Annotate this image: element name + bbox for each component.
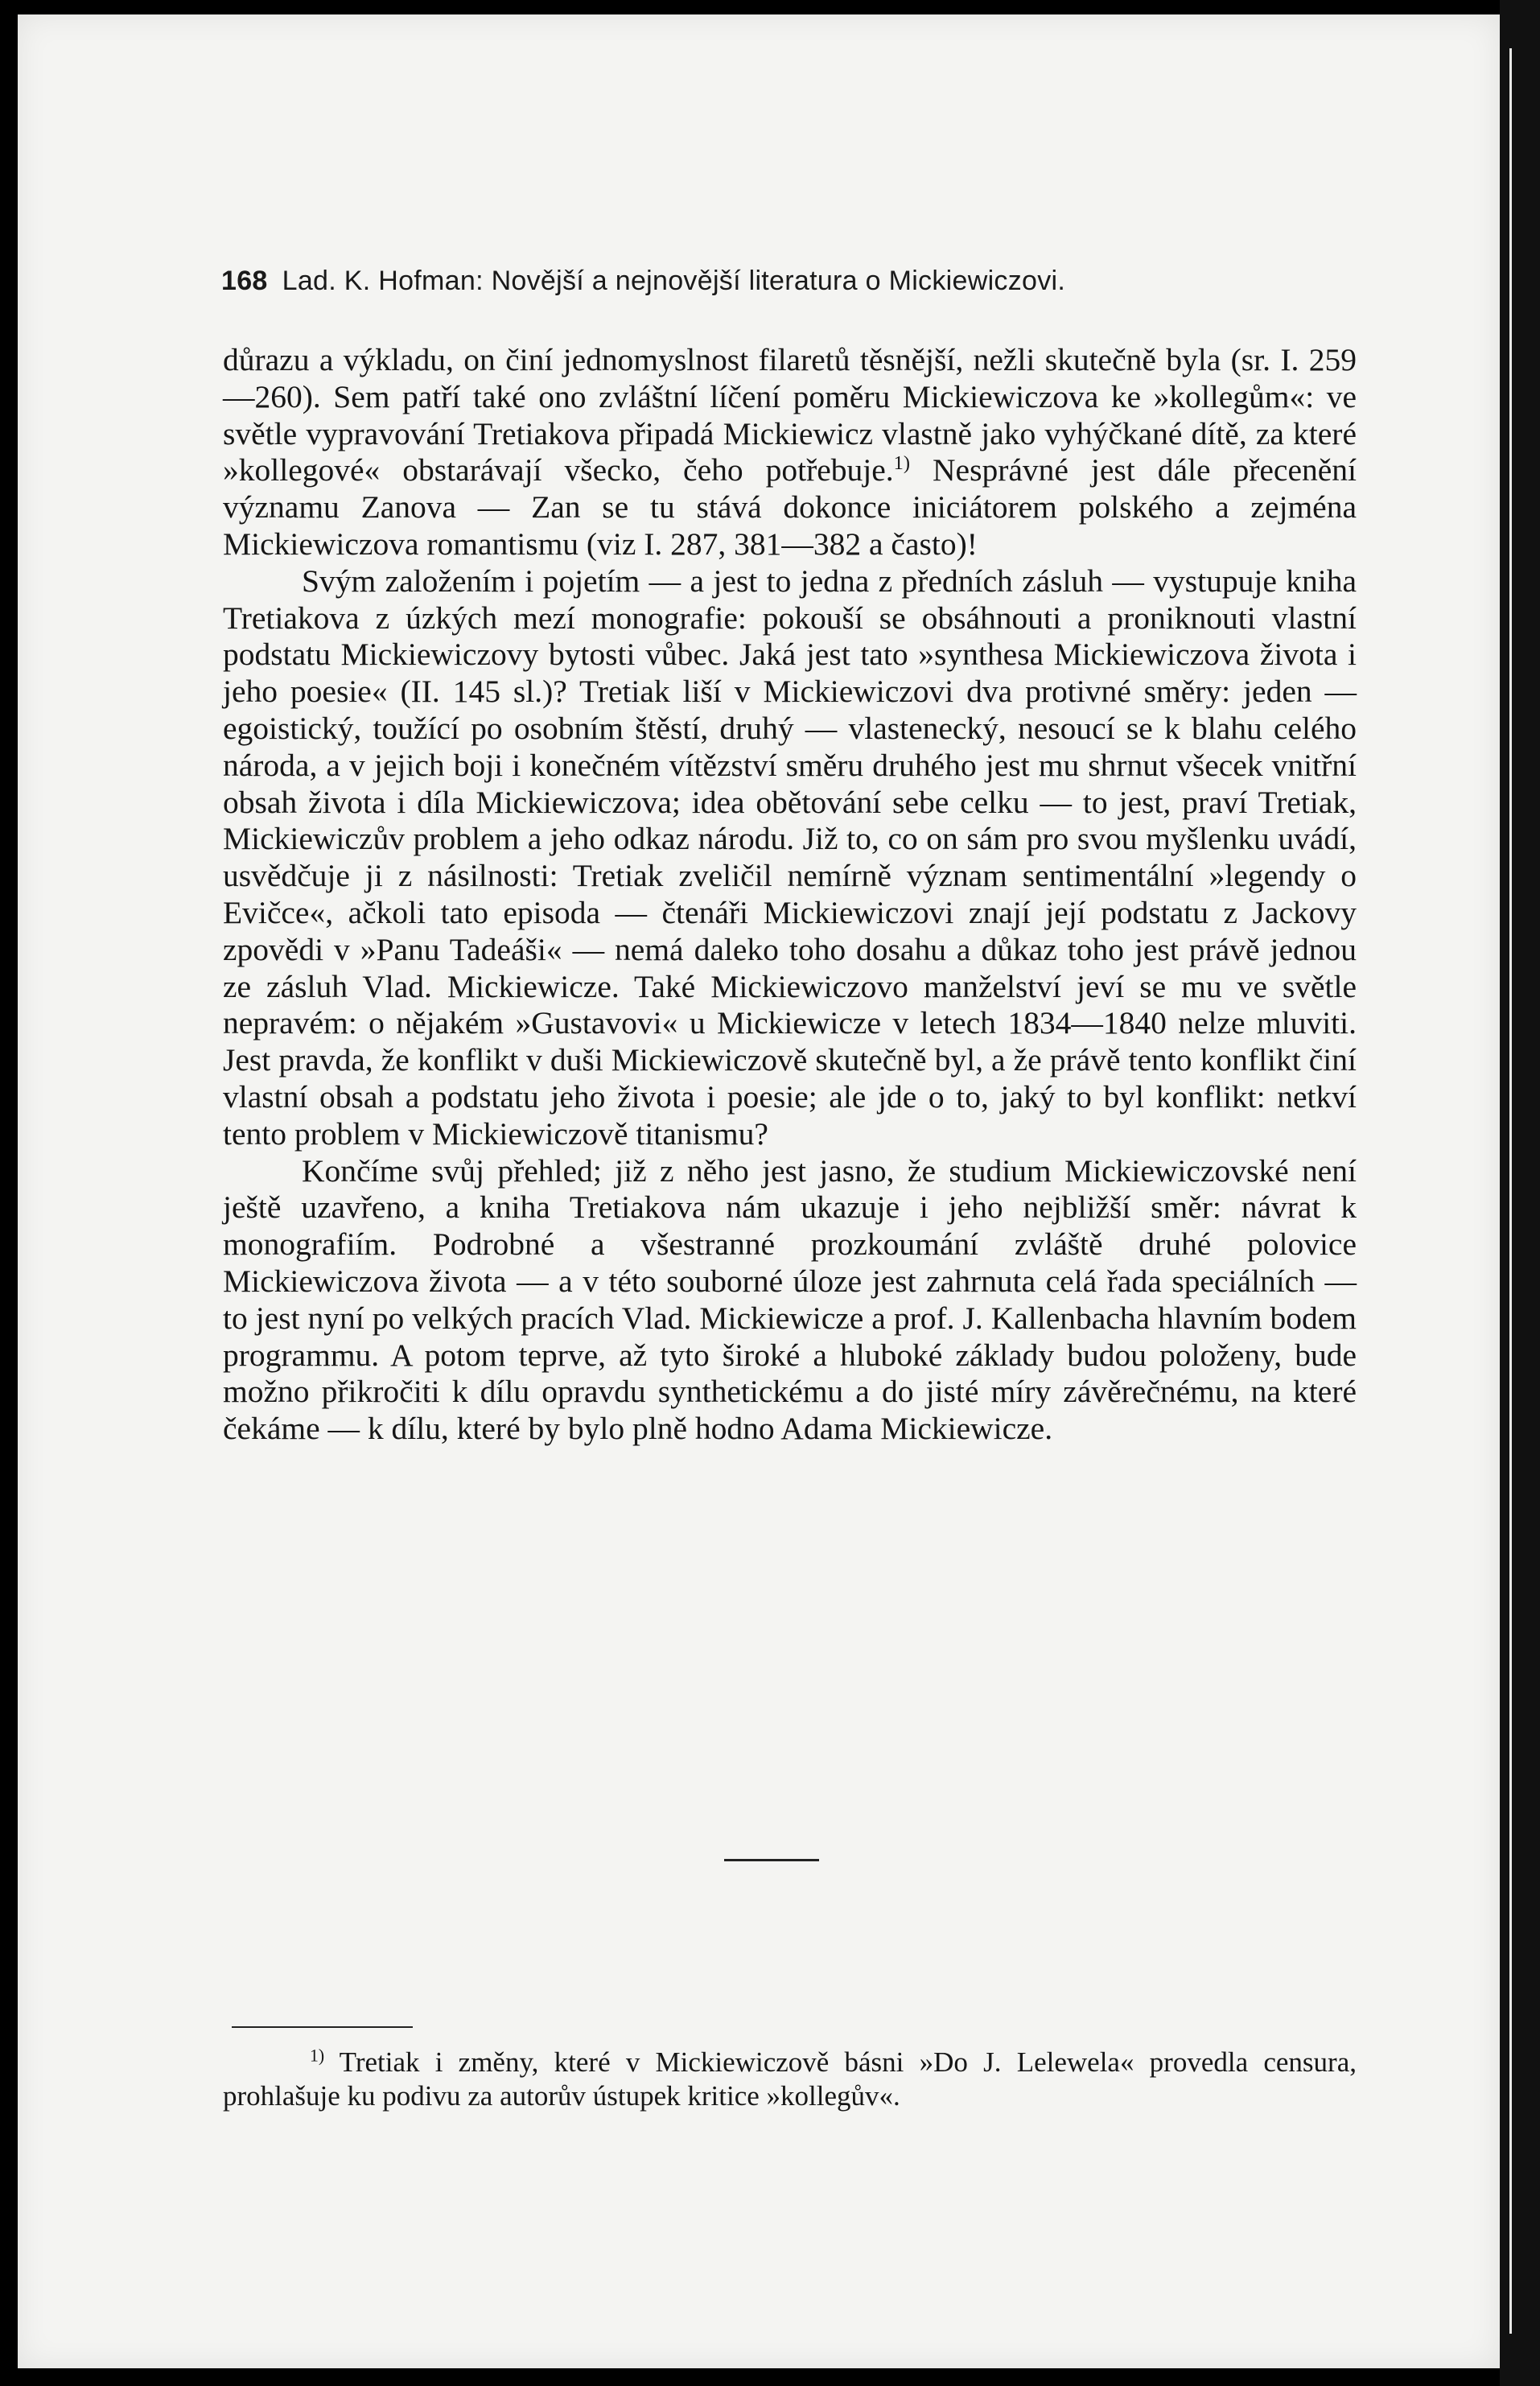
paragraph-1-text: důrazu a výkladu, on činí jednomyslnost filaretů těsnější, nežli skutečně byla (sr. I. 259—260). Sem patří také ono zvláštní líčení poměru Mickiewiczova ke »kollegům«: ve světle vypravování Tretiakova připadá Mickiewicz vlastně jako vyhýčkané dítě, za které »kollegové« obstarávají všecko, čeho potřebuje.: [223, 342, 1357, 488]
footnote-text: Tretiak i změny, které v Mickiewiczově básni »Do J. Lelewela« provedla censura, prohlašuje ku podivu za autorův ústupek kritice »kollegův«.: [223, 2046, 1357, 2112]
paragraph-1-continuation: Nesprávné jest dále přecenění významu Zanova — Zan se tu stává dokonce iniciátorem polského a zejména Mickiewiczova romantismu (viz I. 287, 381—382 a často)!: [223, 452, 1357, 562]
scan-edge-line: [1509, 48, 1512, 2334]
body-text: [223, 342, 1357, 1448]
paragraph-2: Svým založením i pojetím — a jest to jedna z předních zásluh — vystupuje kniha Tretiakova z úzkých mezí monografie: pokouší se obsáhnouti a proniknouti vlastní podstatu Mickiewiczovy bytosti vůbec. Jaká jest tato »synthesa Mickiewiczova života i jeho poesie« (II. 145 sl.)? Tretiak liší v Mickiewiczovi dva protivné směry: jeden — egoistický, toužící po osobním štěstí, druhý — vlastenecký, nesoucí se k blahu celého národa, a v jejich boji i konečném vítězství směru druhého jest mu shrnut všecek vnitřní obsah života i díla Mickiewiczova; idea obětování sebe celku — to jest, praví Tretiak, Mickiewiczův problem a jeho odkaz národu. Již to, co on sám pro svou myšlenku uvádí, usvědčuje ji z násilnosti: Tretiak zveličil nemírně význam sentimentální »legendy o Evičce«, ačkoli tato episoda — čtenáři Mickiewiczovi znají její podstatu z Jackovy zpovědi v »Panu Tadeáši« — nemá daleko toho dosahu a důkaz toho jest právě jednou ze zásluh Vlad. Mickiewicze. Také Mickiewiczovo manželství jeví se mu ve světle nepravém: o nějakém »Gustavovi« u Mickiewicze v letech 1834—1840 nelze mluviti. Jest pravda, že konflikt v duši Mickiewiczově skutečně byl, a že právě tento konflikt činí vlastní obsah a podstatu jeho života i poesie; ale jde o to, jaký to byl konflikt: netkví tento problem v Mickiewiczově titanismu?: [223, 563, 1357, 1152]
paragraph-3: Končíme svůj přehled; již z něho jest jasno, že studium Mickiewiczovské není ještě uzavřeno, a kniha Tretiakova nám ukazuje i jeho nejbližší směr: návrat k monografiím. Podrobné a všestranné prozkoumání zvláště druhé polovice Mickiewiczova života — a v této souborné úloze jest zahrnuta celá řada speciálních — to jest nyní po velkých pracích Vlad. Mickiewicze a prof. J. Kallenbacha hlavním bodem programmu. A potom teprve, až tyto široké a hluboké základy budou položeny, bude možno přikročiti k dílu opravdu synthetickému a do jisté míry závěrečnému, na které čekáme — k dílu, které by bylo plně hodno Adama Mickiewicze.: [223, 1152, 1357, 1447]
footnote-separator: [232, 2026, 413, 2028]
footnote: [223, 2046, 1357, 2113]
scan-edge: [1500, 0, 1540, 2386]
running-head: [221, 266, 1364, 297]
page-number: 168: [221, 266, 268, 296]
footnote-marker: 1): [310, 2046, 325, 2066]
section-end-rule: [724, 1859, 819, 1861]
running-title: Lad. K. Hofman: Novější a nejnovější literatura o Mickiewiczovi.: [282, 266, 1066, 296]
paragraph-1: [223, 342, 1357, 563]
footnote-reference: 1): [893, 452, 911, 475]
